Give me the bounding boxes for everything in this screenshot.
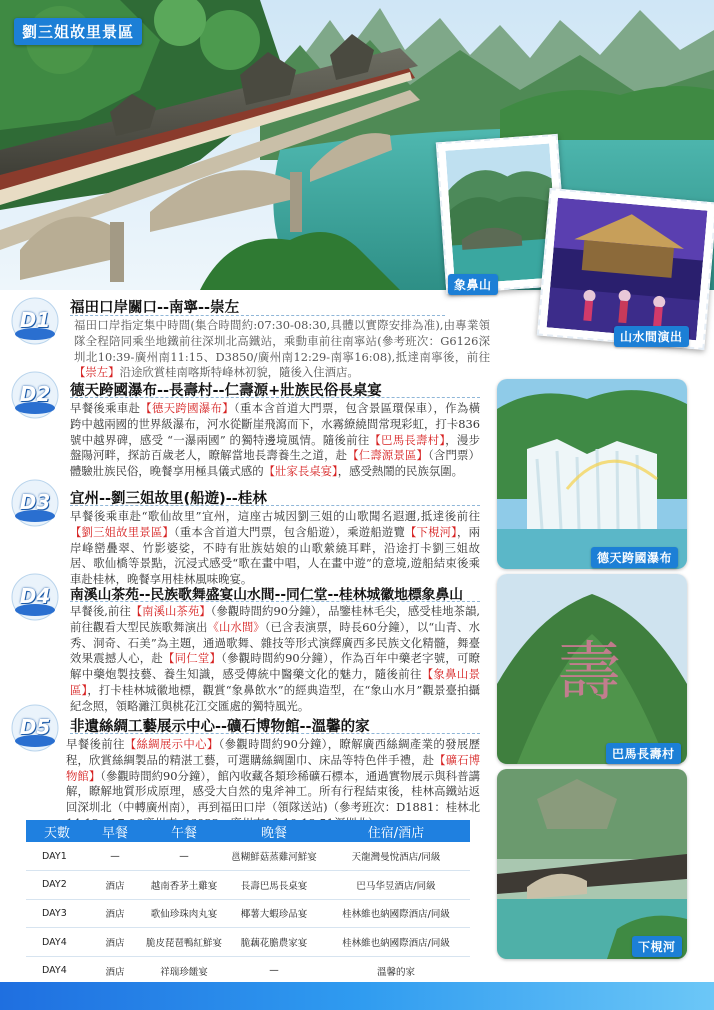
cell-dinner: — <box>226 956 322 985</box>
day-4-title: 南溪山茶苑--民族歌舞盛宴山水間--同仁堂--桂林城徽地標象鼻山 <box>70 587 464 603</box>
show-stage-image <box>547 198 708 341</box>
cell-dinner: 長壽巴馬長桌宴 <box>226 871 322 900</box>
day-4-description: 早餐後,前往【南溪山茶苑】（參觀時間約90分鐘），品鑒桂林毛尖，感受桂地茶韻,前往觀看大型民族歌舞演出《山水間》（已含表演票，時長60分鐘），以“山青、水秀、洞奇、石美”為主題，通過歌舞、雜技等形式演繹廣西多民族文化精髓，舞臺效果震撼人心，赴【同仁堂】（參觀時間約90分鐘），作為百年中藥老字號，可瞭解中藥炮製技藝、養生知識，感受傳統中醫藥文化的魅力，隨後前往【象鼻山景區】，打卡桂林城徽地標，觀賞“象鼻飲水”的經典造型，在“象山水月”觀景臺拍攝紀念照，領略灕江與桃花江交匯處的獨特風光。 <box>70 604 480 713</box>
xiaqi-river-photo <box>497 769 687 959</box>
day-5-badge: D5 <box>10 703 60 753</box>
cell-breakfast: 酒店 <box>88 928 142 957</box>
day-2-description: 早餐後乘車赴【德天跨國瀑布】（重本含首道大門票，包含景區環保車），作為橫跨中越兩國的世界級瀑布，河水從斷崖飛瀉而下，水霧繚繞間常現彩虹，打卡836 號中越界碑，感受 “一瀑兩國” 的獨特邊境風情。隨後前往【巴馬長壽村】，漫步盤陽河畔，探訪百歲老人，瞭解當地長壽養生之道，赴【仁壽源景區】（含門票）體驗壯族民俗，晚餐享用極具儀式感的【壯家長桌宴】，感受熱鬧的民族氛圍。 <box>70 401 480 479</box>
cell-hotel: 桂林維也納國際酒店/同級 <box>322 899 470 928</box>
bama-longevity-glyph: 壽 <box>557 636 621 710</box>
cell-day: DAY1 <box>26 842 88 871</box>
waterfall-tag: 德天跨國瀑布 <box>591 547 678 568</box>
xiaqi-river-image <box>497 769 687 959</box>
day-3-badge: D3 <box>10 478 60 528</box>
bama-tag: 巴馬長壽村 <box>606 743 681 764</box>
header-day: 天數 <box>26 820 88 842</box>
day-1-divider <box>70 315 445 316</box>
waterfall-photo <box>497 379 687 569</box>
cell-dinner: 椰薯大蝦珍品宴 <box>226 899 322 928</box>
cell-dinner: 邕糊鮮菇蒸雞河鮮宴 <box>226 842 322 871</box>
day-2-badge: D2 <box>10 370 60 420</box>
cell-lunch: 脆皮琵琶鴨紅鮮宴 <box>142 928 226 957</box>
waterfall-image <box>497 379 687 569</box>
table-row <box>26 928 470 957</box>
day-5-description: 早餐後前往【絲綢展示中心】（參觀時間約90分鐘），瞭解廣西絲綢產業的發展歷程，欣賞絲綢製品的精湛工藝，可選購絲綢圍巾、床品等特色伴手禮，赴【礦石博物館】（參觀時間約90分鐘），館內收藏各類珍稀礦石標本，通過實物展示與科普講解，瞭解地質形成原理，感受大自然的鬼斧神工。所有行程結束後，桂林高鐵站返回深圳北（中轉廣州南），再到福田口岸（領隊送站)（參考班次：D1881：桂林北 <box>66 737 480 815</box>
cell-day: DAY2 <box>26 871 88 900</box>
table-row <box>26 842 470 871</box>
cell-hotel: 巴马华昱酒店/同級 <box>322 871 470 900</box>
day-4-badge: D4 <box>10 572 60 622</box>
cell-hotel: 溫馨的家 <box>322 956 470 985</box>
header-dinner: 晚餐 <box>226 820 322 842</box>
cell-lunch: 祥瑞珍饈宴 <box>142 956 226 985</box>
show-tag: 山水間演出 <box>614 326 689 347</box>
cell-breakfast: 酒店 <box>88 956 142 985</box>
table-header-row <box>26 820 470 842</box>
day-3-divider <box>70 505 480 506</box>
cell-day: DAY4 <box>26 956 88 985</box>
cell-lunch: — <box>142 842 226 871</box>
day-3-title: 宜州--劉三姐故里(船遊)--桂林 <box>70 491 267 507</box>
day-2-divider <box>70 397 480 398</box>
cell-lunch: 歌仙珍珠肉丸宴 <box>142 899 226 928</box>
hero-title: 劉三姐故里景區 <box>14 18 142 45</box>
day-1-description: 福田口岸指定集中時間(集合時間約:07:30-08:30,具體以實際安排為准),由專業領隊全程陪同乘坐地鐵前往深圳北高鐵站，乘動車前往南寧站(參考班次：G6126深圳北10:39-廣州南11:15、D3850/廣州南12:29-南寧16:08),抵達南寧後，前往【崇左】沿途欣賞桂南喀斯特峰林初貌，隨後入住酒店。 <box>74 318 490 380</box>
cell-hotel: 天龍灣曼悅酒店/同級 <box>322 842 470 871</box>
cell-day: DAY4 <box>26 928 88 957</box>
cell-breakfast: — <box>88 842 142 871</box>
meal-accommodation-table <box>26 820 470 985</box>
cell-dinner: 脆藕花膽農家宴 <box>226 928 322 957</box>
cell-day: DAY3 <box>26 899 88 928</box>
day-5-title: 非遺絲綢工藝展示中心--礦石博物館--溫馨的家 <box>70 719 370 735</box>
elephant-hill-tag: 象鼻山 <box>448 274 498 295</box>
cell-lunch: 越南香茅土雞宴 <box>142 871 226 900</box>
header-hotel: 住宿/酒店 <box>322 820 470 842</box>
cell-breakfast: 酒店 <box>88 871 142 900</box>
day-1-title: 福田口岸關口--南寧--崇左 <box>70 300 240 316</box>
day-3-description: 早餐後乘車赴“歌仙故里”宜州，這座古城因劉三姐的山歌聞名遐邇,抵達後前往【劉三姐故里景區】（重本含首道大門票，包含船遊），乘遊船遊覽【下梘河】，兩岸峰巒疊翠、竹影婆娑，不時有壯族姑娘的山歌縈繞耳畔，沿途打卡劉三姐故居、歌仙橋等景點，沉浸式感受“歌在畫中唱，人在畫中遊”的意境,遊船結束後乘車赴桂林，晚餐享用桂林風味晚宴。 <box>70 509 480 587</box>
cell-hotel: 桂林維也納國際酒店/同級 <box>322 928 470 957</box>
table-row <box>26 956 470 985</box>
cell-breakfast: 酒店 <box>88 899 142 928</box>
table-row <box>26 871 470 900</box>
header-lunch: 午餐 <box>142 820 226 842</box>
bottom-color-bar <box>0 982 714 1010</box>
bama-image <box>497 574 687 764</box>
header-breakfast: 早餐 <box>88 820 142 842</box>
bama-photo <box>497 574 687 764</box>
elephant-hill-image <box>445 144 558 285</box>
day-5-divider <box>70 733 480 734</box>
xiaqi-river-tag: 下梘河 <box>632 936 682 957</box>
day-1-badge: D1 <box>10 296 60 346</box>
day-2-title: 德天跨國瀑布--長壽村--仁壽源+壯族民俗長桌宴 <box>70 383 382 399</box>
table-row <box>26 899 470 928</box>
day-4-divider <box>70 601 480 602</box>
